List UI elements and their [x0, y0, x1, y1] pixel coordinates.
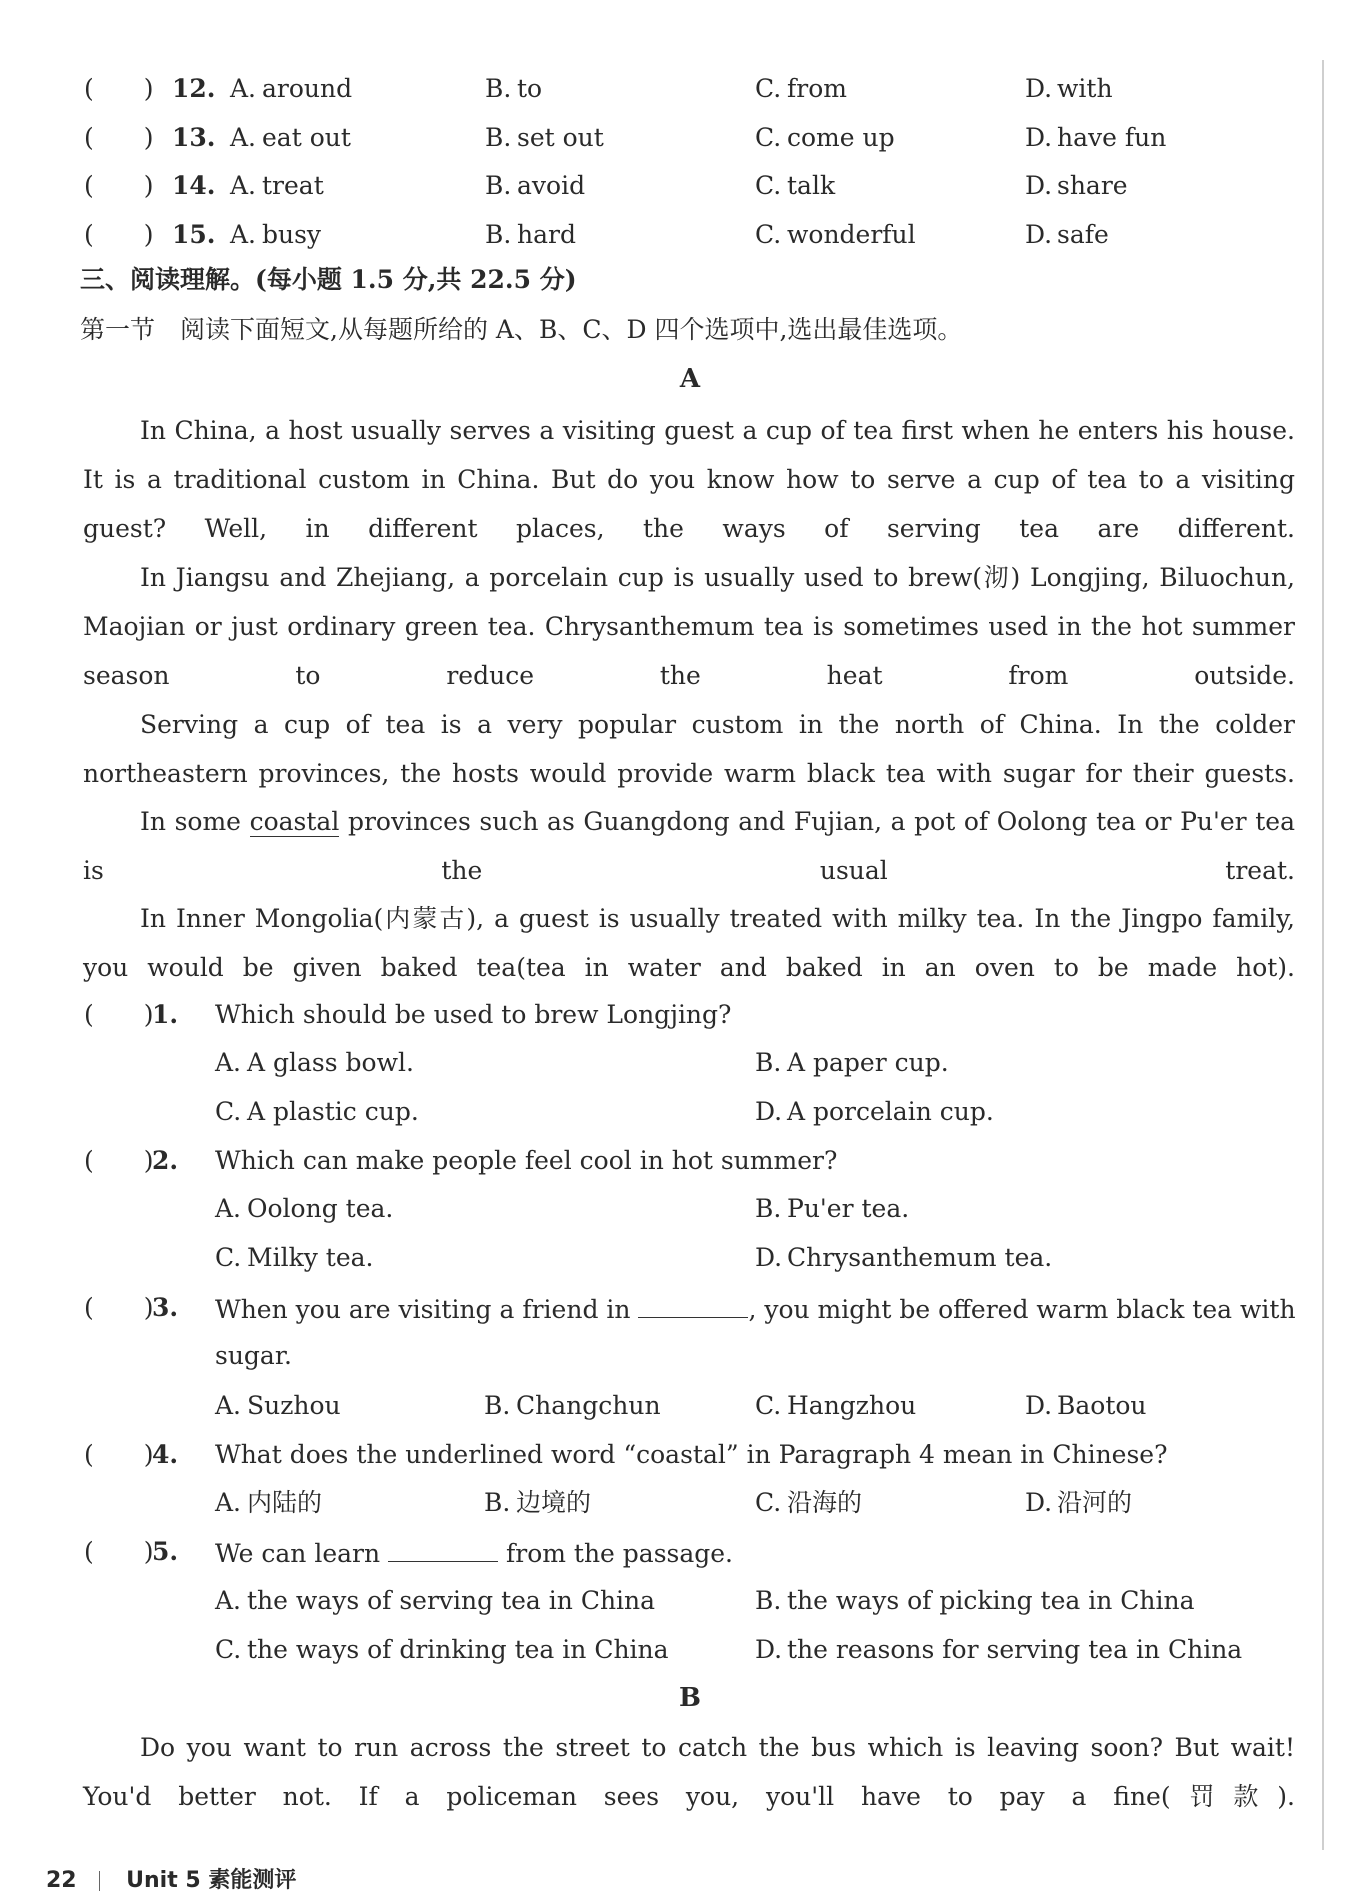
- option-a: A. Oolong tea.: [215, 1194, 394, 1223]
- question-number: 3.: [152, 1293, 179, 1322]
- option-c: C. Hangzhou: [755, 1391, 917, 1420]
- question-number: 13.: [172, 123, 216, 152]
- option-c: C. from: [755, 74, 847, 103]
- answer-parentheses: ( ): [84, 1000, 154, 1029]
- subsection-title: 第一节 阅读下面短文,从每题所给的 A、B、C、D 四个选项中,选出最佳选项。: [80, 315, 963, 344]
- underlined-word-coastal: coastal: [249, 807, 340, 836]
- answer-parentheses: ( ): [84, 220, 154, 249]
- answer-parentheses: ( ): [84, 74, 154, 103]
- passage-a-paragraph-1: In China, a host usually serves a visiting guest a cup of tea first when he enters his house. It is a traditional custom in China. But do you know how to serve a cup of tea to a visiting guest? Well, in different places, the ways of serving tea are different.: [83, 416, 1295, 543]
- option-c: C. the ways of drinking tea in China: [215, 1635, 669, 1664]
- option-d: D. A porcelain cup.: [755, 1097, 994, 1126]
- answer-parentheses: ( ): [84, 1293, 154, 1322]
- option-a: A. 内陆的: [215, 1488, 323, 1517]
- option-b: B. set out: [485, 123, 604, 152]
- option-c: C. Milky tea.: [215, 1243, 374, 1272]
- unit-title: Unit 5 素能测评: [126, 1868, 297, 1893]
- option-a: A. Suzhou: [215, 1391, 341, 1420]
- question-3: [80, 1291, 1295, 1325]
- question-number: 5.: [152, 1537, 179, 1566]
- question-number: 1.: [152, 1000, 179, 1029]
- option-c: C. wonderful: [755, 220, 916, 249]
- answer-parentheses: ( ): [84, 171, 154, 200]
- option-d: D. safe: [1025, 220, 1109, 249]
- page-number: 22: [46, 1868, 77, 1893]
- option-b: B. avoid: [485, 171, 586, 200]
- page-footer: [46, 1863, 296, 1894]
- option-a: A. A glass bowl.: [215, 1048, 414, 1077]
- worksheet-page: ( ) 12. A. around B. to C. from D. with ( ) 13. A. eat out B. set out C. come up D. have fun ( ) 14. A. treat B. avoid C. talk D. share ( ) 15. A. busy B. hard C. wonderful D. safe 三、阅读理解。(每小题 1.5 分,共 22.5 分) 第一节 阅读下面短文,从每题所给的 A、B、C、D 四个选项中,选出最佳选项。 A In China, a host usually serves a visiting guest a cup of tea first when he enters his house. It is a traditional custom in China. But do you know how to serve a cup of tea to a visiting guest? Well, in different places, the ways of serving tea are different. In Jiangsu and Zhejiang, a porcelain cup is usually used to brew(沏) Longjing, Biluochun, Maojian or just ordinary green tea. Chrysanthemum tea is sometimes used in the hot summer season to reduce the heat from outside. Serving a cup of tea is a very popular custom in the north of China. In the colder northeastern provinces, the hosts would provide warm black tea with sugar for their guests. In some coastal provinces such as Guangdong and Fujian, a pot of Oolong tea or Pu'er tea is the usual treat. In Inner Mongolia(内蒙古), a guest is usually treated with milky tea. In the Jingpo family, you would be given baked tea(tea in water and baked in an oven to be made hot). ( ) 1. Which should be used to brew Longjing? A. A glass bowl. B. A paper cup. C. A plastic cup. D. A porcelain cup. ( ) 2. Which can make people feel cool in hot summer? A. Oolong tea. B. Pu'er tea. C. Milky tea. D. Chrysanthemum tea. ( ) 3. When you are visiting a friend in , you might be offered warm black tea with sugar. A. Suzhou B. Changchun C. Hangzhou D. Baotou ( ) 4. What does the underlined word “coastal” in Paragraph 4 mean in Chinese? A. 内陆的 B. 边境的 C. 沿海的 D. 沿河的 ( ) 5. We can learn from the passage. A. the ways of serving tea in China B. the ways of picking tea in China C. the ways of drinking tea in China D. the reasons for serving tea in China B Do you want to run across the street to catch the bus which is leaving soon? But wait! You'd better not. If a policeman sees you, you'll have to pay a fine(罚款). 22 Unit 5 素能测评: [0, 0, 1350, 1902]
- option-b: B. the ways of picking tea in China: [755, 1586, 1195, 1615]
- question-stem: Which should be used to brew Longjing?: [215, 1000, 732, 1029]
- section-title: 三、阅读理解。(每小题 1.5 分,共 22.5 分): [80, 265, 577, 294]
- option-a: A. busy: [230, 220, 322, 249]
- passage-a-label: A: [679, 364, 701, 394]
- option-b: B. A paper cup.: [755, 1048, 949, 1077]
- question-number: 15.: [172, 220, 216, 249]
- option-c: C. come up: [755, 123, 895, 152]
- option-a: A. eat out: [230, 123, 351, 152]
- option-b: B. 边境的: [484, 1488, 592, 1517]
- option-d: D. 沿河的: [1025, 1488, 1133, 1517]
- fill-in-blank[interactable]: [638, 1291, 748, 1318]
- option-d: D. with: [1025, 74, 1113, 103]
- question-stem: When you are visiting a friend in , you might be offered warm black tea with: [215, 1291, 1296, 1327]
- question-number: 2.: [152, 1146, 179, 1175]
- question-number: 14.: [172, 171, 216, 200]
- option-c: C. A plastic cup.: [215, 1097, 419, 1126]
- passage-b-label: B: [679, 1683, 701, 1713]
- question-number: 4.: [152, 1440, 179, 1469]
- answer-parentheses: ( ): [84, 1440, 154, 1469]
- passage-a-paragraph-3: Serving a cup of tea is a very popular custom in the north of China. In the colder northeastern provinces, the hosts would provide warm black tea with sugar for their guests.: [83, 710, 1295, 788]
- option-a: A. the ways of serving tea in China: [215, 1586, 656, 1615]
- page-edge-line: [1322, 60, 1324, 1850]
- option-d: D. the reasons for serving tea in China: [755, 1635, 1243, 1664]
- option-b: B. Changchun: [484, 1391, 661, 1420]
- answer-parentheses: ( ): [84, 123, 154, 152]
- option-a: A. around: [230, 74, 353, 103]
- passage-a-paragraph-5: In Inner Mongolia(内蒙古), a guest is usually treated with milky tea. In the Jingpo family, you would be given baked tea(tea in water and baked in an oven to be made hot).: [83, 904, 1295, 982]
- option-c: C. talk: [755, 171, 836, 200]
- option-d: D. share: [1025, 171, 1128, 200]
- fill-in-blank[interactable]: [388, 1535, 498, 1562]
- option-d: D. Chrysanthemum tea.: [755, 1243, 1053, 1272]
- option-b: B. to: [485, 74, 543, 103]
- option-c: C. 沿海的: [755, 1488, 863, 1517]
- passage-b-paragraph-1: Do you want to run across the street to catch the bus which is leaving soon? But wait! You'd better not. If a policeman sees you, you'll have to pay a fine(罚款).: [83, 1733, 1295, 1811]
- question-number: 12.: [172, 74, 216, 103]
- option-b: B. Pu'er tea.: [755, 1194, 910, 1223]
- option-b: B. hard: [485, 220, 576, 249]
- answer-parentheses: ( ): [84, 1537, 154, 1566]
- passage-a-paragraph-4: In some coastal provinces such as Guangdong and Fujian, a pot of Oolong tea or Pu'er tea is the usual treat.: [83, 807, 1295, 885]
- answer-parentheses: ( ): [84, 1146, 154, 1175]
- question-stem: We can learn from the passage.: [215, 1535, 733, 1571]
- option-d: D. Baotou: [1025, 1391, 1147, 1420]
- passage-a-paragraph-2: In Jiangsu and Zhejiang, a porcelain cup is usually used to brew(沏) Longjing, Biluochun, Maojian or just ordinary green tea. Chrysanthemum tea is sometimes used in the hot summer season to reduce the heat from outside.: [83, 563, 1295, 690]
- option-d: D. have fun: [1025, 123, 1167, 152]
- footer-separator: [99, 1871, 101, 1891]
- question-stem: What does the underlined word “coastal” in Paragraph 4 mean in Chinese?: [215, 1440, 1168, 1469]
- question-stem: Which can make people feel cool in hot summer?: [215, 1146, 838, 1175]
- option-a: A. treat: [230, 171, 324, 200]
